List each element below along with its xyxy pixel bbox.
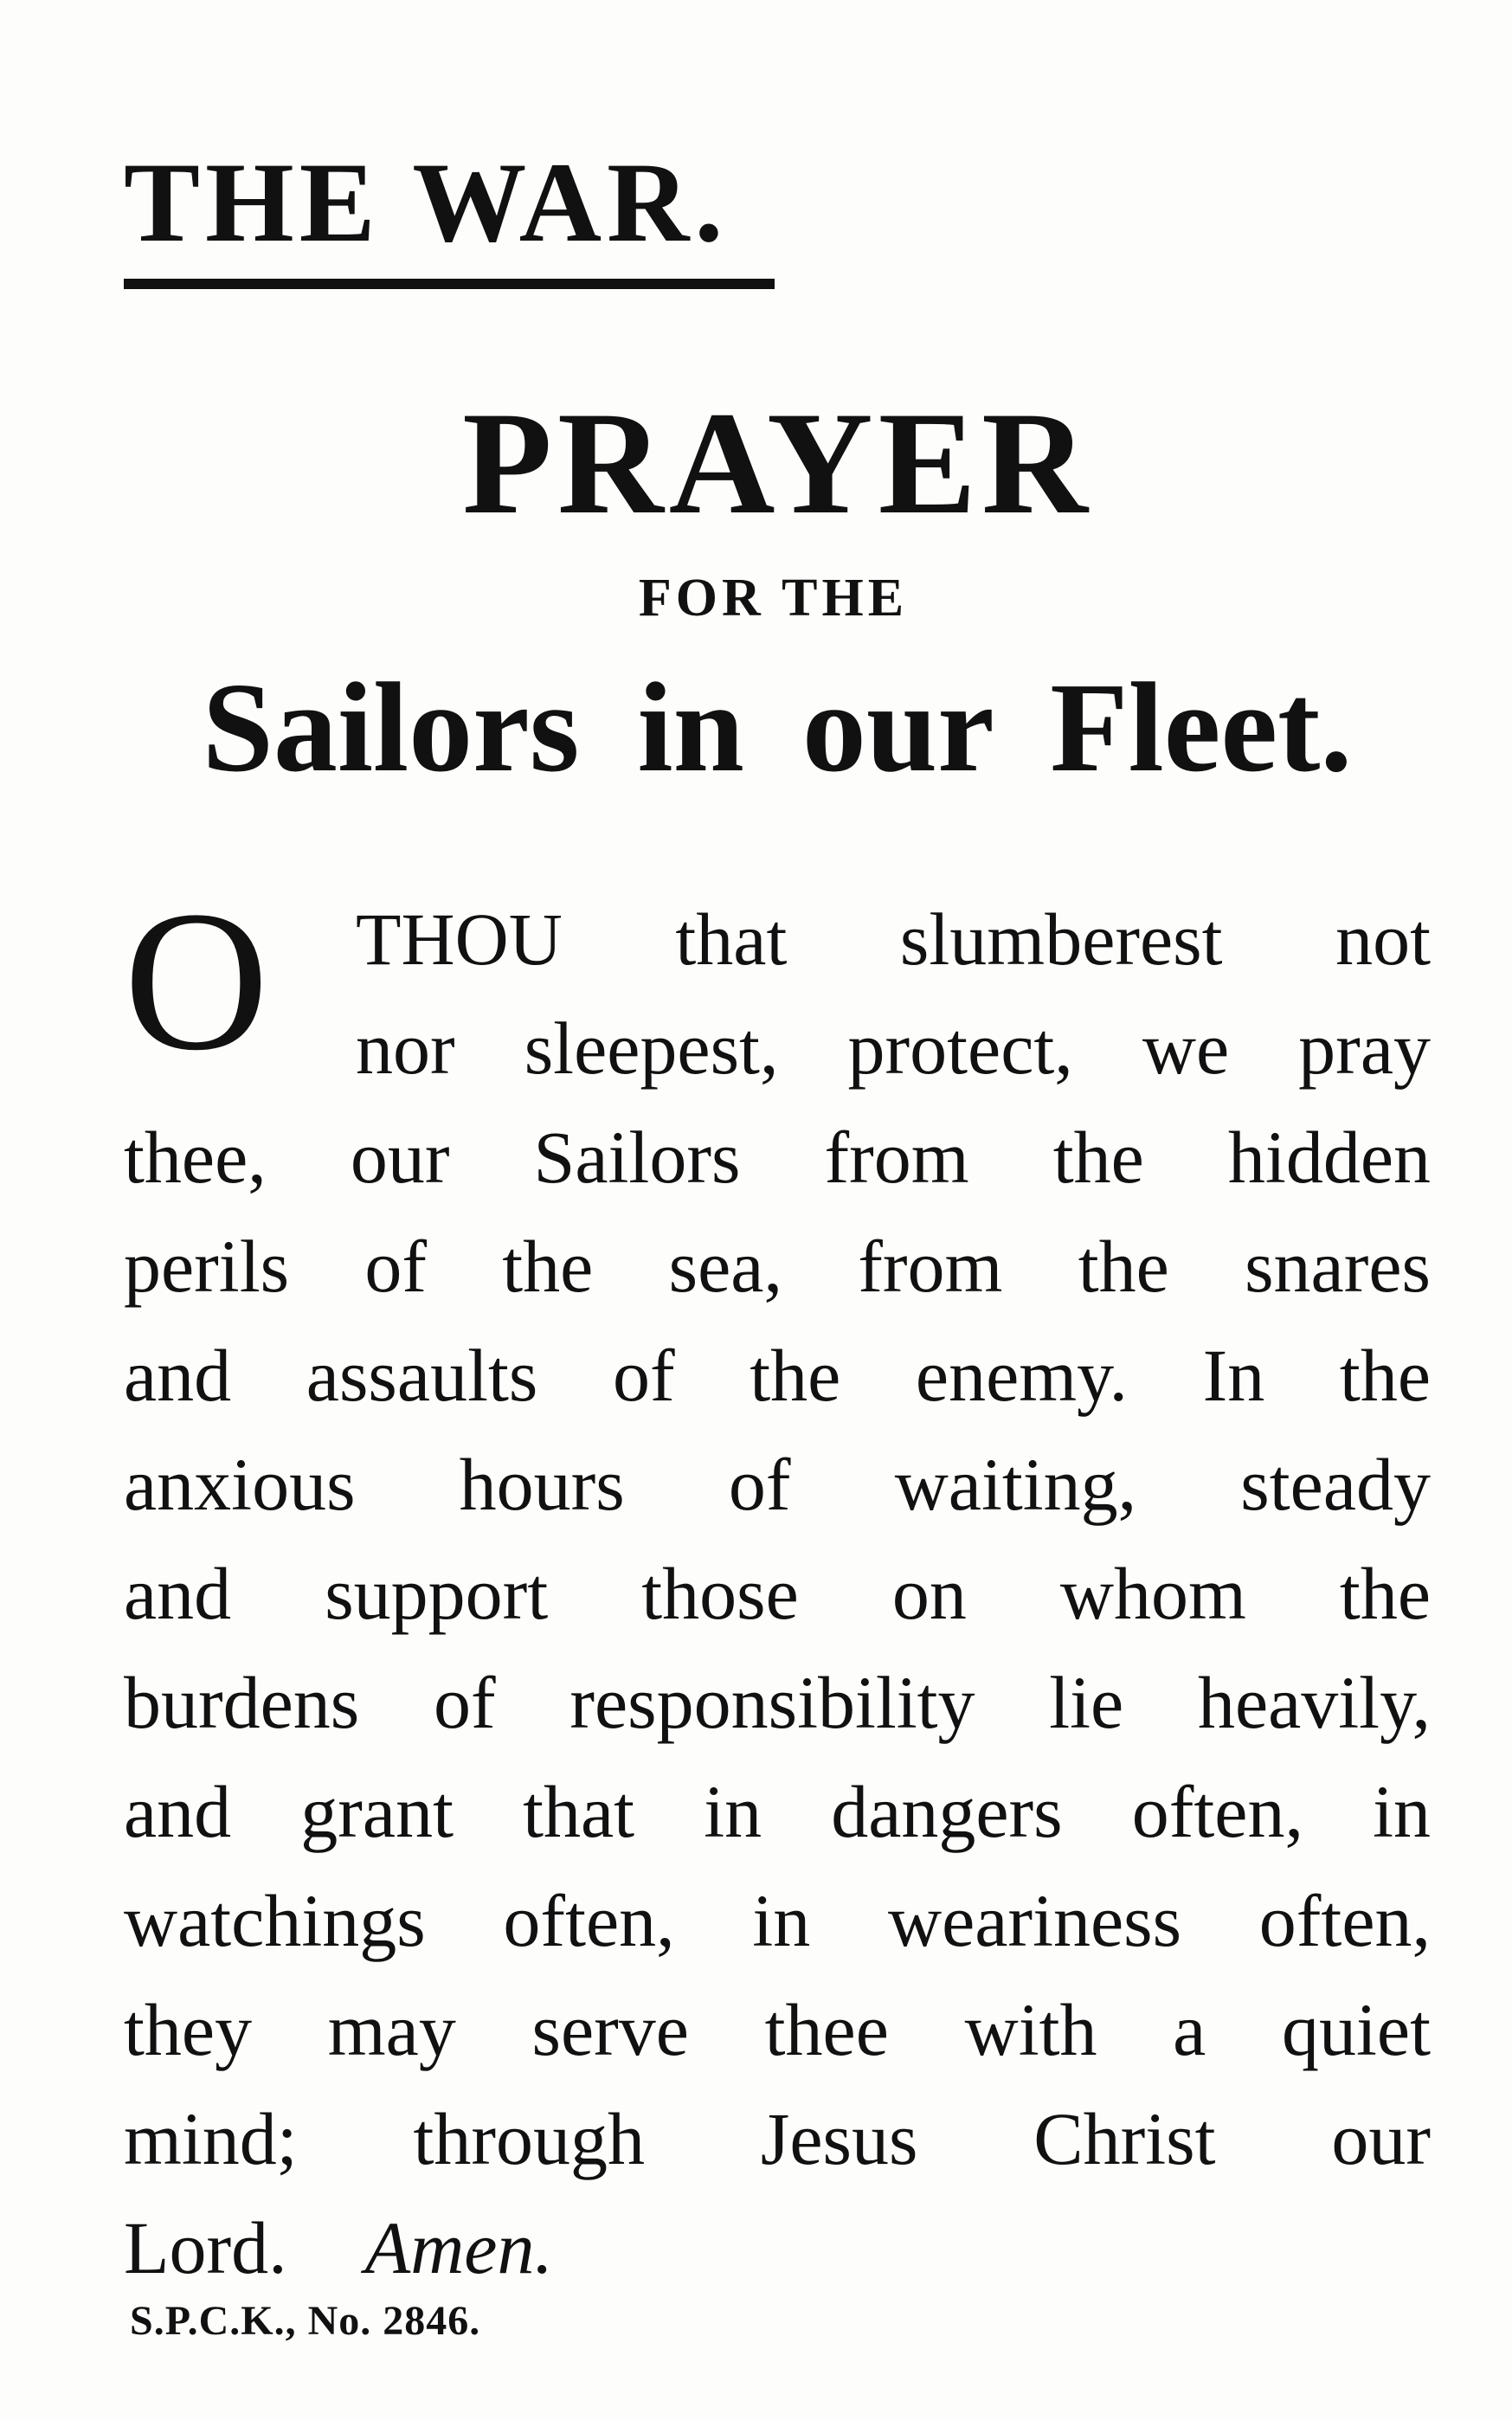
prayer-line: they may serve thee with a quiet — [124, 1988, 1431, 2071]
prayer-line: THOU that slumberest not — [356, 898, 1431, 981]
prayer-closing-word: Lord. — [124, 2206, 287, 2289]
prayer-line: anxious hours of waiting, steady — [124, 1443, 1431, 1526]
header-underline — [124, 279, 775, 289]
prayer-line: mind; through Jesus Christ our — [124, 2097, 1431, 2180]
subtitle: FOR THE — [638, 569, 909, 628]
amen: Amen. — [364, 2206, 553, 2289]
title-prayer: PRAYER — [462, 382, 1093, 544]
prayer-line: and assaults of the enemy. In the — [124, 1334, 1431, 1417]
heading-sailors: Sailors in our Fleet. — [202, 657, 1353, 799]
prayer-line: nor sleepest, protect, we pray — [356, 1007, 1431, 1090]
header — [124, 138, 775, 289]
header-title: THE WAR. — [124, 138, 729, 266]
prayer-line: and support those on whom the — [124, 1552, 1431, 1635]
prayer-line: burdens of responsibility lie heavily, — [124, 1661, 1431, 1744]
prayer-last-line — [124, 2193, 1431, 2302]
prayer-line: watchings often, in weariness often, — [124, 1879, 1431, 1962]
prayer-text — [124, 885, 1431, 2302]
drop-cap: O — [124, 870, 269, 1092]
prayer-line: perils of the sea, from the snares — [124, 1225, 1431, 1308]
prayer-line: and grant that in dangers often, in — [124, 1770, 1431, 1853]
prayer-line: thee, our Sailors from the hidden — [124, 1116, 1431, 1199]
publisher-footer: S.P.C.K., No. 2846. — [130, 2298, 481, 2344]
